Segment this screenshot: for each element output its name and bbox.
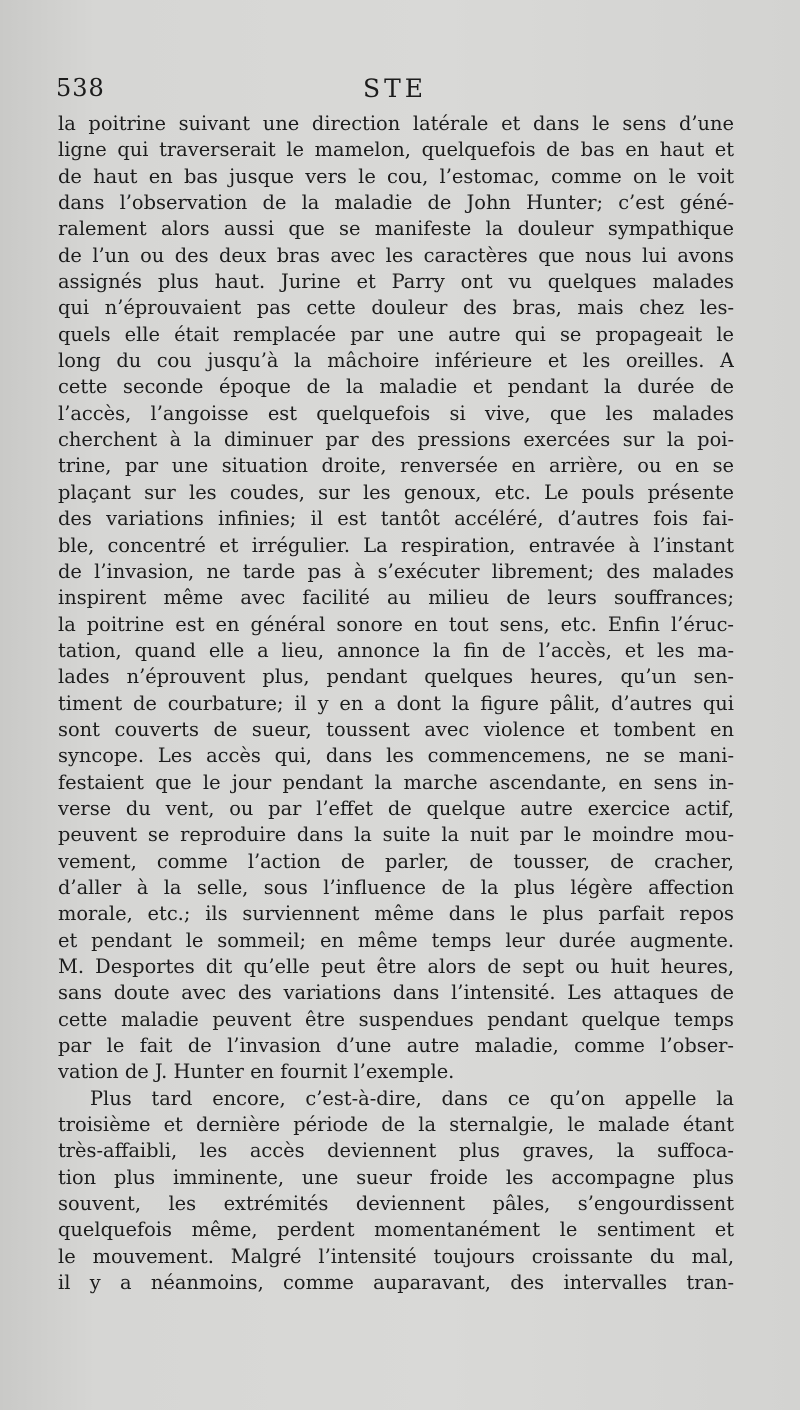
text-line: quels elle était remplacée par une autre qui se propageait le xyxy=(58,322,734,346)
text-line: trine, par une situation droite, renversée en arrière, ou en se xyxy=(58,454,734,478)
text-line: de haut en bas jusque vers le cou, l’estomac, comme on le voit xyxy=(58,164,734,188)
text-line: timent de courbature; il y en a dont la figure pâlit, d’autres qui xyxy=(58,691,734,715)
paragraph-1 xyxy=(58,111,734,1086)
running-head: STE xyxy=(363,74,428,103)
text-line: qui n’éprouvaient pas cette douleur des bras, mais chez les- xyxy=(58,296,734,320)
text-line: la poitrine suivant une direction latérale et dans le sens d’une xyxy=(58,112,734,135)
text-line: ble, concentré et irrégulier. La respiration, entravée à l’instant xyxy=(58,533,734,557)
text-line: verse du vent, ou par l’effet de quelque autre exercice actif, xyxy=(58,796,734,820)
text-line: Plus tard encore, c’est-à-dire, dans ce qu’on appelle la xyxy=(90,1086,734,1110)
text-line: vation de J. Hunter en fournit l’exemple. xyxy=(58,1060,455,1084)
text-line: ralement alors aussi que se manifeste la douleur sympathique xyxy=(58,217,734,241)
text-line: assignés plus haut. Jurine et Parry ont vu quelques malades xyxy=(58,270,734,294)
page-header xyxy=(56,74,746,108)
text-line: inspirent même avec facilité au milieu de leurs souffrances; xyxy=(58,586,734,610)
text-line: sans doute avec des variations dans l’intensité. Les attaques de xyxy=(58,981,734,1005)
text-line: il y a néanmoins, comme auparavant, des intervalles tran- xyxy=(58,1271,734,1295)
text-line: d’aller à la selle, sous l’influence de la plus légère affection xyxy=(58,875,734,899)
text-line: tion plus imminente, une sueur froide les accompagne plus xyxy=(58,1165,734,1189)
text-line: par le fait de l’invasion d’une autre maladie, comme l’obser- xyxy=(58,1034,734,1058)
text-line: long du cou jusqu’à la mâchoire inférieure et les oreilles. A xyxy=(58,349,734,373)
text-line: l’accès, l’angoisse est quelquefois si vive, que les malades xyxy=(58,401,734,425)
text-line: peuvent se reproduire dans la suite la nuit par le moindre mou- xyxy=(58,823,734,847)
text-line: syncope. Les accès qui, dans les commencemens, ne se mani- xyxy=(58,744,734,768)
text-line: plaçant sur les coudes, sur les genoux, etc. Le pouls présente xyxy=(58,480,734,504)
text-line: ligne qui traverserait le mamelon, quelquefois de bas en haut et xyxy=(58,138,734,162)
paragraph-2 xyxy=(58,1086,734,1297)
text-line: festaient que le jour pendant la marche ascendante, en sens in- xyxy=(58,770,734,794)
text-line: dans l’observation de la maladie de John Hunter; c’est géné- xyxy=(58,191,734,215)
page-number: 538 xyxy=(56,74,105,102)
text-line: la poitrine est en général sonore en tout sens, etc. Enfin l’éruc- xyxy=(58,612,734,636)
text-line: morale, etc.; ils surviennent même dans le plus parfait repos xyxy=(58,902,734,926)
text-line: quelquefois même, perdent momentanément le sentiment et xyxy=(58,1218,734,1242)
text-line: des variations infinies; il est tantôt accéléré, d’autres fois fai- xyxy=(58,507,734,531)
text-line: le mouvement. Malgré l’intensité toujours croissante du mal, xyxy=(58,1244,734,1268)
text-line: cherchent à la diminuer par des pressions exercées sur la poi- xyxy=(58,428,734,452)
text-line: très-affaibli, les accès deviennent plus graves, la suffoca- xyxy=(58,1139,734,1163)
text-line: lades n’éprouvent plus, pendant quelques heures, qu’un sen- xyxy=(58,665,734,689)
text-line: vement, comme l’action de parler, de tousser, de cracher, xyxy=(58,849,734,873)
text-line: de l’invasion, ne tarde pas à s’exécuter librement; des malades xyxy=(58,559,734,583)
text-line: sont couverts de sueur, toussent avec violence et tombent en xyxy=(58,717,734,741)
text-line: et pendant le sommeil; en même temps leur durée augmente. xyxy=(58,928,734,952)
text-line: souvent, les extrémités deviennent pâles, s’engourdissent xyxy=(58,1192,734,1216)
text-line: tation, quand elle a lieu, annonce la fin de l’accès, et les ma- xyxy=(58,638,734,662)
text-line: cette maladie peuvent être suspendues pendant quelque temps xyxy=(58,1007,734,1031)
text-line: troisième et dernière période de la sternalgie, le malade étant xyxy=(58,1113,734,1137)
text-line: cette seconde époque de la maladie et pendant la durée de xyxy=(58,375,734,399)
body-text xyxy=(58,111,734,1296)
text-line: de l’un ou des deux bras avec les caractères que nous lui avons xyxy=(58,243,734,267)
text-line: M. Desportes dit qu’elle peut être alors de sept ou huit heures, xyxy=(58,955,734,978)
